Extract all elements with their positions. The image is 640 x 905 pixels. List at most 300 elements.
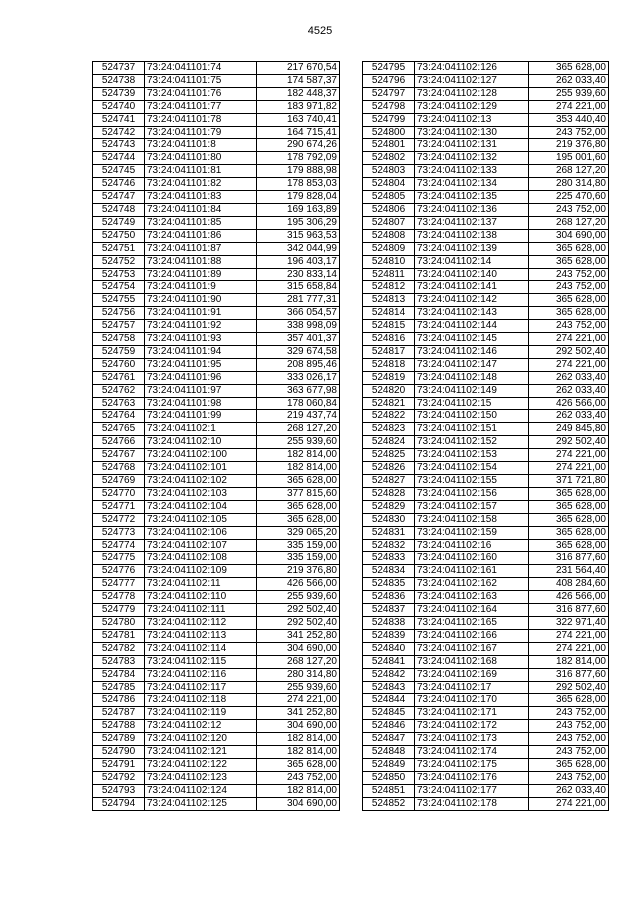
cadastral-number: 73:24:041102:168 [415, 655, 529, 668]
cadastral-value: 268 127,20 [257, 423, 340, 436]
record-number: 524838 [363, 616, 415, 629]
table-row [93, 345, 340, 358]
record-number: 524821 [363, 397, 415, 410]
cadastral-value: 335 159,00 [257, 539, 340, 552]
cadastral-number: 73:24:041102:107 [145, 539, 257, 552]
table-row [93, 178, 340, 191]
table-row [93, 165, 340, 178]
table-row [363, 139, 609, 152]
record-number: 524751 [93, 242, 145, 255]
cadastral-value: 268 127,20 [529, 216, 609, 229]
cadastral-number: 73:24:041101:96 [145, 371, 257, 384]
cadastral-number: 73:24:041102:104 [145, 500, 257, 513]
table-row [363, 784, 609, 797]
record-number: 524830 [363, 513, 415, 526]
cadastral-number: 73:24:041102:140 [415, 268, 529, 281]
cadastral-value: 329 065,20 [257, 526, 340, 539]
table-row [363, 797, 609, 810]
record-number: 524801 [363, 139, 415, 152]
table-row [363, 152, 609, 165]
cadastral-number: 73:24:041102:125 [145, 797, 257, 810]
record-number: 524805 [363, 191, 415, 204]
table-row [363, 74, 609, 87]
record-number: 524817 [363, 345, 415, 358]
cadastral-value: 366 054,57 [257, 307, 340, 320]
record-number: 524774 [93, 539, 145, 552]
record-number: 524763 [93, 397, 145, 410]
cadastral-number: 73:24:041102:12 [145, 720, 257, 733]
table-row [363, 720, 609, 733]
table-row [363, 462, 609, 475]
cadastral-value: 219 437,74 [257, 410, 340, 423]
cadastral-value: 219 376,80 [529, 139, 609, 152]
cadastral-value: 365 628,00 [257, 758, 340, 771]
cadastral-number: 73:24:041102:153 [415, 449, 529, 462]
record-number: 524742 [93, 126, 145, 139]
cadastral-number: 73:24:041102:155 [415, 475, 529, 488]
cadastral-value: 365 628,00 [529, 500, 609, 513]
record-number: 524743 [93, 139, 145, 152]
record-number: 524800 [363, 126, 415, 139]
table-row [363, 62, 609, 75]
table-row [363, 604, 609, 617]
record-number: 524793 [93, 784, 145, 797]
cadastral-number: 73:24:041102:139 [415, 242, 529, 255]
cadastral-value: 341 252,80 [257, 629, 340, 642]
cadastral-number: 73:24:041102:126 [415, 62, 529, 75]
record-number: 524834 [363, 565, 415, 578]
cadastral-value: 408 284,60 [529, 578, 609, 591]
cadastral-value: 377 815,60 [257, 487, 340, 500]
record-number: 524756 [93, 307, 145, 320]
record-number: 524850 [363, 771, 415, 784]
cadastral-number: 73:24:041101:99 [145, 410, 257, 423]
table-row [93, 100, 340, 113]
cadastral-value: 178 060,84 [257, 397, 340, 410]
table-row [363, 333, 609, 346]
record-number: 524804 [363, 178, 415, 191]
cadastral-number: 73:24:041102:132 [415, 152, 529, 165]
record-number: 524829 [363, 500, 415, 513]
cadastral-number: 73:24:041102:114 [145, 642, 257, 655]
record-number: 524772 [93, 513, 145, 526]
table-row [93, 655, 340, 668]
table-row [363, 500, 609, 513]
cadastral-value: 365 628,00 [529, 758, 609, 771]
table-row [93, 733, 340, 746]
cadastral-number: 73:24:041101:76 [145, 87, 257, 100]
cadastral-value: 219 376,80 [257, 565, 340, 578]
cadastral-value: 243 752,00 [257, 771, 340, 784]
record-number: 524815 [363, 320, 415, 333]
cadastral-value: 333 026,17 [257, 371, 340, 384]
cadastral-number: 73:24:041101:75 [145, 74, 257, 87]
cadastral-number: 73:24:041102:151 [415, 423, 529, 436]
table-row [363, 642, 609, 655]
cadastral-value: 365 628,00 [257, 513, 340, 526]
cadastral-number: 73:24:041102:121 [145, 746, 257, 759]
cadastral-number: 73:24:041101:86 [145, 229, 257, 242]
cadastral-number: 73:24:041102:162 [415, 578, 529, 591]
record-number: 524781 [93, 629, 145, 642]
cadastral-value: 178 853,03 [257, 178, 340, 191]
cadastral-value: 182 814,00 [529, 655, 609, 668]
cadastral-number: 73:24:041102:146 [415, 345, 529, 358]
cadastral-value: 365 628,00 [529, 255, 609, 268]
table-row [363, 126, 609, 139]
table-row [363, 165, 609, 178]
table-row [93, 604, 340, 617]
record-number: 524799 [363, 113, 415, 126]
cadastral-number: 73:24:041102:17 [415, 681, 529, 694]
record-number: 524749 [93, 216, 145, 229]
cadastral-value: 274 221,00 [529, 333, 609, 346]
cadastral-number: 73:24:041101:85 [145, 216, 257, 229]
cadastral-number: 73:24:041102:164 [415, 604, 529, 617]
record-number: 524737 [93, 62, 145, 75]
cadastral-value: 195 001,60 [529, 152, 609, 165]
table-row [93, 87, 340, 100]
record-number: 524796 [363, 74, 415, 87]
record-number: 524784 [93, 668, 145, 681]
cadastral-value: 262 033,40 [529, 784, 609, 797]
table-row [363, 178, 609, 191]
cadastral-number: 73:24:041101:98 [145, 397, 257, 410]
table-row [93, 591, 340, 604]
cadastral-number: 73:24:041102:142 [415, 294, 529, 307]
record-number: 524835 [363, 578, 415, 591]
table-row [363, 539, 609, 552]
record-number: 524755 [93, 294, 145, 307]
record-number: 524794 [93, 797, 145, 810]
record-number: 524818 [363, 358, 415, 371]
cadastral-number: 73:24:041102:170 [415, 694, 529, 707]
table-row [93, 565, 340, 578]
record-number: 524790 [93, 746, 145, 759]
record-number: 524761 [93, 371, 145, 384]
table-row [363, 733, 609, 746]
record-number: 524842 [363, 668, 415, 681]
table-row [363, 320, 609, 333]
record-number: 524792 [93, 771, 145, 784]
record-number: 524819 [363, 371, 415, 384]
cadastral-number: 73:24:041102:112 [145, 616, 257, 629]
cadastral-value: 280 314,80 [529, 178, 609, 191]
cadastral-number: 73:24:041102:175 [415, 758, 529, 771]
cadastral-number: 73:24:041102:176 [415, 771, 529, 784]
table-row [93, 720, 340, 733]
table-row [93, 784, 340, 797]
cadastral-number: 73:24:041102:113 [145, 629, 257, 642]
cadastral-number: 73:24:041102:129 [415, 100, 529, 113]
table-row [93, 771, 340, 784]
record-number: 524786 [93, 694, 145, 707]
table-row [363, 655, 609, 668]
cadastral-number: 73:24:041101:81 [145, 165, 257, 178]
record-number: 524832 [363, 539, 415, 552]
cadastral-value: 316 877,60 [529, 668, 609, 681]
cadastral-number: 73:24:041101:8 [145, 139, 257, 152]
cadastral-number: 73:24:041102:174 [415, 746, 529, 759]
table-row [93, 436, 340, 449]
cadastral-value: 243 752,00 [529, 771, 609, 784]
cadastral-number: 73:24:041101:77 [145, 100, 257, 113]
cadastral-value: 243 752,00 [529, 720, 609, 733]
cadastral-value: 169 163,89 [257, 203, 340, 216]
table-row [93, 126, 340, 139]
cadastral-number: 73:24:041102:143 [415, 307, 529, 320]
cadastral-value: 268 127,20 [529, 165, 609, 178]
cadastral-number: 73:24:041102:120 [145, 733, 257, 746]
cadastral-value: 243 752,00 [529, 203, 609, 216]
cadastral-value: 365 628,00 [529, 539, 609, 552]
record-number: 524839 [363, 629, 415, 642]
record-number: 524782 [93, 642, 145, 655]
cadastral-number: 73:24:041101:74 [145, 62, 257, 75]
cadastral-value: 182 814,00 [257, 449, 340, 462]
table-row [363, 268, 609, 281]
cadastral-number: 73:24:041102:15 [415, 397, 529, 410]
cadastral-number: 73:24:041101:93 [145, 333, 257, 346]
cadastral-value: 243 752,00 [529, 268, 609, 281]
cadastral-value: 182 448,37 [257, 87, 340, 100]
cadastral-number: 73:24:041102:165 [415, 616, 529, 629]
table-row [93, 746, 340, 759]
cadastral-number: 73:24:041101:9 [145, 281, 257, 294]
table-row [93, 62, 340, 75]
table-row [93, 707, 340, 720]
record-number: 524825 [363, 449, 415, 462]
record-number: 524812 [363, 281, 415, 294]
table-row [93, 152, 340, 165]
table-row [93, 449, 340, 462]
cadastral-number: 73:24:041102:105 [145, 513, 257, 526]
record-number: 524765 [93, 423, 145, 436]
record-number: 524827 [363, 475, 415, 488]
cadastral-value: 174 587,37 [257, 74, 340, 87]
cadastral-value: 365 628,00 [529, 242, 609, 255]
table-row [93, 462, 340, 475]
cadastral-value: 262 033,40 [529, 371, 609, 384]
record-number: 524833 [363, 552, 415, 565]
table-row [93, 410, 340, 423]
record-number: 524770 [93, 487, 145, 500]
record-number: 524740 [93, 100, 145, 113]
cadastral-number: 73:24:041102:148 [415, 371, 529, 384]
cadastral-value: 255 939,60 [257, 436, 340, 449]
table-row [93, 191, 340, 204]
table-row [363, 203, 609, 216]
table-row [363, 384, 609, 397]
table-row [93, 397, 340, 410]
cadastral-value: 316 877,60 [529, 552, 609, 565]
cadastral-number: 73:24:041102:158 [415, 513, 529, 526]
cadastral-number: 73:24:041102:157 [415, 500, 529, 513]
cadastral-value: 243 752,00 [529, 126, 609, 139]
cadastral-number: 73:24:041102:160 [415, 552, 529, 565]
cadastral-number: 73:24:041102:110 [145, 591, 257, 604]
cadastral-value: 268 127,20 [257, 655, 340, 668]
cadastral-value-table-left [92, 61, 340, 811]
table-row [363, 746, 609, 759]
cadastral-value: 292 502,40 [529, 345, 609, 358]
table-row [363, 565, 609, 578]
cadastral-number: 73:24:041102:156 [415, 487, 529, 500]
table-row [363, 358, 609, 371]
cadastral-number: 73:24:041101:97 [145, 384, 257, 397]
record-number: 524767 [93, 449, 145, 462]
cadastral-value: 255 939,60 [529, 87, 609, 100]
table-row [363, 371, 609, 384]
table-row [93, 423, 340, 436]
record-number: 524802 [363, 152, 415, 165]
cadastral-value: 274 221,00 [529, 797, 609, 810]
table-row [93, 616, 340, 629]
cadastral-number: 73:24:041101:84 [145, 203, 257, 216]
record-number: 524844 [363, 694, 415, 707]
cadastral-number: 73:24:041102:134 [415, 178, 529, 191]
record-number: 524806 [363, 203, 415, 216]
record-number: 524848 [363, 746, 415, 759]
cadastral-value: 163 740,41 [257, 113, 340, 126]
table-row [363, 578, 609, 591]
cadastral-value: 179 888,98 [257, 165, 340, 178]
cadastral-number: 73:24:041102:16 [415, 539, 529, 552]
cadastral-number: 73:24:041102:144 [415, 320, 529, 333]
table-row [93, 384, 340, 397]
table-row [93, 113, 340, 126]
record-number: 524760 [93, 358, 145, 371]
record-number: 524816 [363, 333, 415, 346]
record-number: 524814 [363, 307, 415, 320]
table-row [363, 513, 609, 526]
record-number: 524778 [93, 591, 145, 604]
record-number: 524780 [93, 616, 145, 629]
record-number: 524826 [363, 462, 415, 475]
record-number: 524810 [363, 255, 415, 268]
cadastral-value: 292 502,40 [529, 436, 609, 449]
cadastral-value: 338 998,09 [257, 320, 340, 333]
cadastral-value: 164 715,41 [257, 126, 340, 139]
cadastral-number: 73:24:041101:78 [145, 113, 257, 126]
table-row [363, 397, 609, 410]
table-row [363, 345, 609, 358]
cadastral-value: 365 628,00 [529, 694, 609, 707]
table-row [93, 294, 340, 307]
cadastral-value: 182 814,00 [257, 462, 340, 475]
table-row [93, 268, 340, 281]
cadastral-number: 73:24:041102:150 [415, 410, 529, 423]
record-number: 524759 [93, 345, 145, 358]
cadastral-number: 73:24:041102:115 [145, 655, 257, 668]
cadastral-number: 73:24:041102:119 [145, 707, 257, 720]
cadastral-number: 73:24:041102:177 [415, 784, 529, 797]
cadastral-number: 73:24:041102:141 [415, 281, 529, 294]
cadastral-value: 262 033,40 [529, 74, 609, 87]
cadastral-value: 178 792,09 [257, 152, 340, 165]
cadastral-value: 243 752,00 [529, 733, 609, 746]
cadastral-number: 73:24:041102:102 [145, 475, 257, 488]
record-number: 524823 [363, 423, 415, 436]
cadastral-value: 262 033,40 [529, 410, 609, 423]
table-row [93, 203, 340, 216]
record-number: 524788 [93, 720, 145, 733]
cadastral-number: 73:24:041102:122 [145, 758, 257, 771]
cadastral-number: 73:24:041102:108 [145, 552, 257, 565]
cadastral-number: 73:24:041102:172 [415, 720, 529, 733]
cadastral-value: 243 752,00 [529, 281, 609, 294]
cadastral-value: 304 690,00 [257, 720, 340, 733]
cadastral-number: 73:24:041101:88 [145, 255, 257, 268]
table-row [363, 668, 609, 681]
record-number: 524849 [363, 758, 415, 771]
table-row [363, 681, 609, 694]
cadastral-number: 73:24:041102:138 [415, 229, 529, 242]
record-number: 524758 [93, 333, 145, 346]
record-number: 524785 [93, 681, 145, 694]
table-row [93, 539, 340, 552]
cadastral-value: 365 628,00 [529, 62, 609, 75]
cadastral-value: 353 440,40 [529, 113, 609, 126]
cadastral-value: 426 566,00 [529, 591, 609, 604]
table-row [93, 578, 340, 591]
table-row [93, 216, 340, 229]
table-row [93, 681, 340, 694]
table-row [363, 307, 609, 320]
cadastral-number: 73:24:041101:79 [145, 126, 257, 139]
table-row [363, 591, 609, 604]
cadastral-value: 280 314,80 [257, 668, 340, 681]
cadastral-number: 73:24:041102:133 [415, 165, 529, 178]
cadastral-value: 363 677,98 [257, 384, 340, 397]
cadastral-value: 365 628,00 [529, 513, 609, 526]
cadastral-value: 292 502,40 [257, 604, 340, 617]
table-row [363, 242, 609, 255]
record-number: 524773 [93, 526, 145, 539]
table-row [93, 552, 340, 565]
cadastral-number: 73:24:041102:11 [145, 578, 257, 591]
cadastral-value: 426 566,00 [529, 397, 609, 410]
cadastral-number: 73:24:041102:10 [145, 436, 257, 449]
cadastral-number: 73:24:041102:161 [415, 565, 529, 578]
table-row [363, 449, 609, 462]
cadastral-number: 73:24:041102:111 [145, 604, 257, 617]
record-number: 524775 [93, 552, 145, 565]
table-row [363, 694, 609, 707]
cadastral-number: 73:24:041102:173 [415, 733, 529, 746]
cadastral-number: 73:24:041102:123 [145, 771, 257, 784]
record-number: 524813 [363, 294, 415, 307]
table-row [93, 629, 340, 642]
record-number: 524771 [93, 500, 145, 513]
table-row [363, 294, 609, 307]
table-row [93, 333, 340, 346]
cadastral-value: 249 845,80 [529, 423, 609, 436]
table-row [363, 410, 609, 423]
record-number: 524739 [93, 87, 145, 100]
cadastral-number: 73:24:041102:128 [415, 87, 529, 100]
cadastral-value: 357 401,37 [257, 333, 340, 346]
table-row [363, 255, 609, 268]
record-number: 524795 [363, 62, 415, 75]
record-number: 524764 [93, 410, 145, 423]
table-row [93, 229, 340, 242]
cadastral-value: 365 628,00 [529, 294, 609, 307]
table-row [363, 758, 609, 771]
cadastral-number: 73:24:041101:80 [145, 152, 257, 165]
cadastral-value: 255 939,60 [257, 681, 340, 694]
record-number: 524768 [93, 462, 145, 475]
